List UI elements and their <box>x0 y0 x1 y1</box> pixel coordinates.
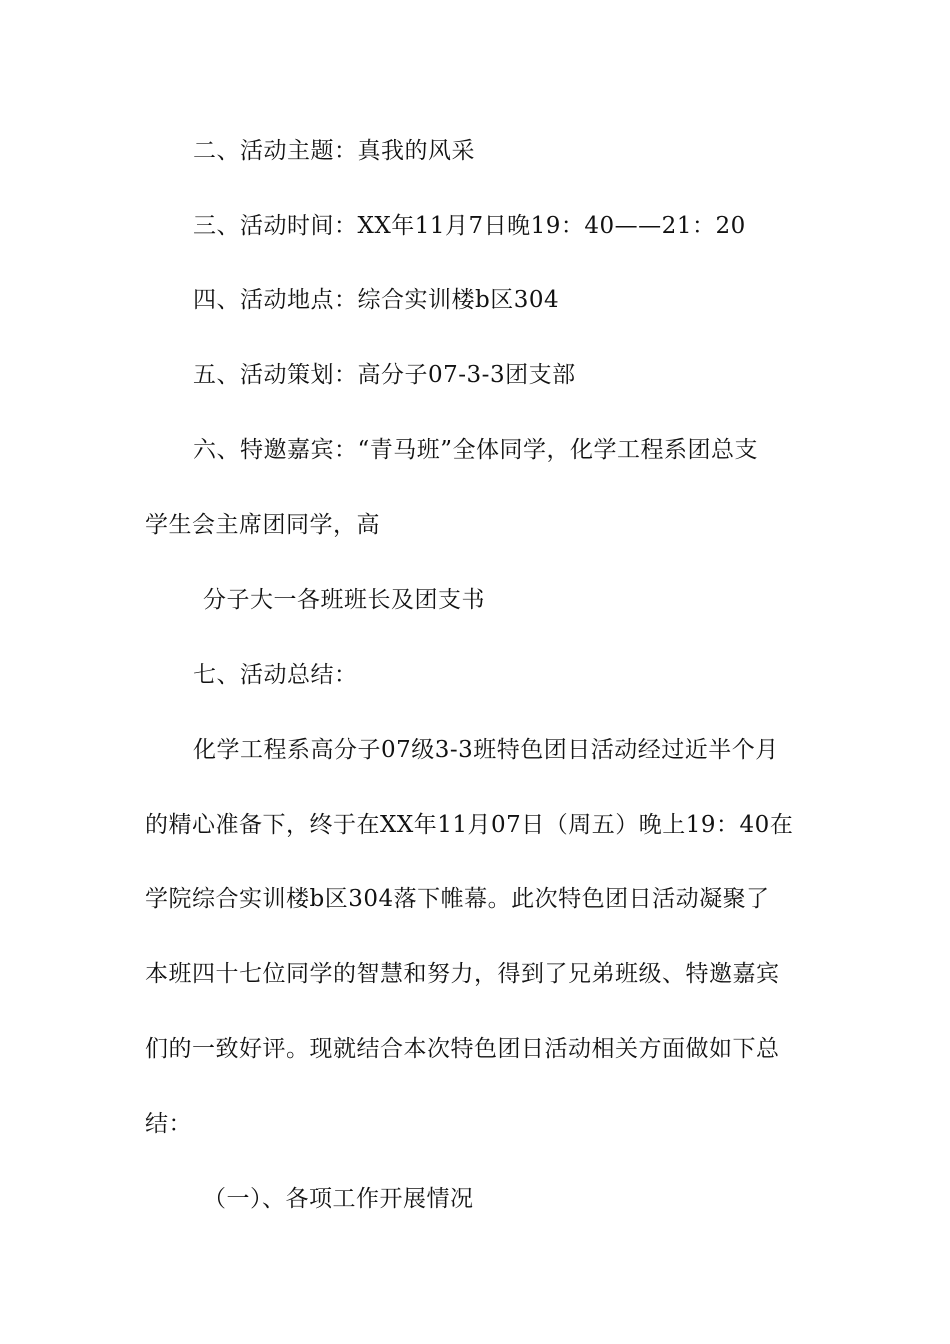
paragraph-special-guests: 六、特邀嘉宾：“青马班”全体同学，化学工程系团总支 <box>193 437 759 463</box>
paragraph-special-guests-cont-2: 分子大一各班班长及团支书 <box>203 587 485 613</box>
subheading-work-progress: （一）、各项工作开展情况 <box>203 1186 474 1212</box>
paragraph-activity-planning: 五、活动策划：高分子07-3-3团支部 <box>193 362 576 388</box>
summary-line-5: 们的一致好评。现就结合本次特色团日活动相关方面做如下总 <box>145 1036 780 1062</box>
summary-line-6: 结： <box>145 1111 192 1137</box>
summary-line-2: 的精心准备下，终于在XX年11月07日（周五）晚上19：40在 <box>145 812 794 838</box>
paragraph-activity-theme: 二、活动主题：真我的风采 <box>193 138 475 164</box>
summary-line-3: 学院综合实训楼b区304落下帷幕。此次特色团日活动凝聚了 <box>145 886 770 912</box>
summary-line-1: 化学工程系高分子07级3-3班特色团日活动经过近半个月 <box>193 737 779 763</box>
paragraph-special-guests-cont: 学生会主席团同学，高 <box>145 512 380 538</box>
paragraph-activity-location: 四、活动地点：综合实训楼b区304 <box>193 287 560 313</box>
section-heading-summary: 七、活动总结： <box>193 662 358 688</box>
summary-line-4: 本班四十七位同学的智慧和努力，得到了兄弟班级、特邀嘉宾 <box>145 961 780 987</box>
paragraph-activity-time: 三、活动时间：XX年11月7日晚19：40——21：20 <box>193 213 746 239</box>
